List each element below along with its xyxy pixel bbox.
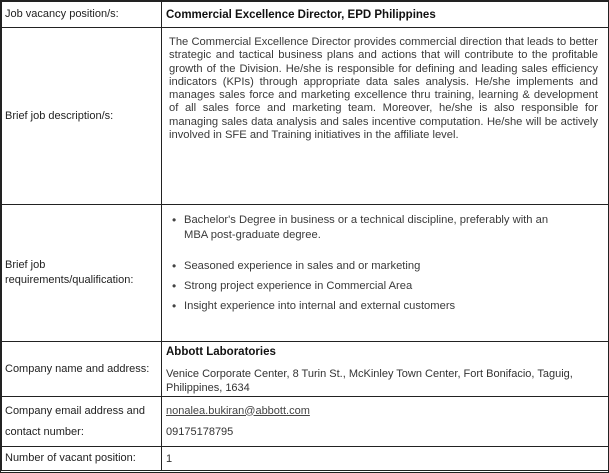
row-company xyxy=(2,342,609,397)
contact-label-line1: Company email address and xyxy=(5,404,146,417)
contact-phone: 09175178795 xyxy=(166,425,234,438)
requirement-item: • Bachelor's Degree in business or a technical discipline, preferably with an MBA post-graduate degree. xyxy=(168,213,598,243)
row-vacancy xyxy=(2,2,609,28)
requirements-list xyxy=(162,213,608,314)
company-name: Abbott Laboratories xyxy=(166,346,276,358)
vacancy-value: Commercial Excellence Director, EPD Philippines xyxy=(166,8,436,21)
row-requirements xyxy=(2,205,609,342)
row-contact xyxy=(2,397,609,447)
vacancy-label: Job vacancy position/s: xyxy=(2,2,162,28)
row-description xyxy=(2,28,609,205)
vacant-label: Number of vacant position: xyxy=(2,447,162,471)
contact-label-line2: contact number: xyxy=(5,425,84,438)
requirement-item: • Insight experience into internal and external customers xyxy=(168,299,598,314)
requirement-item: • Strong project experience in Commercial Area xyxy=(168,279,598,294)
description-label: Brief job description/s: xyxy=(2,28,162,205)
email-link[interactable]: nonalea.bukiran@abbott.com xyxy=(166,404,310,417)
vacant-value: 1 xyxy=(162,447,609,471)
company-address: Venice Corporate Center, 8 Turin St., McKinley Town Center, Fort Bonifacio, Taguig, Philippines, 1634 xyxy=(166,368,573,394)
company-label: Company name and address: xyxy=(2,342,162,397)
row-vacant xyxy=(2,447,609,471)
job-posting-table xyxy=(1,1,609,471)
description-text: The Commercial Excellence Director provides commercial direction that leads to better strategic and tactical business plans and actions that will contribute to the profitable growth of the Division. He/she is responsible for defining and leading sales efficiency indicators (KPIs) through appropriate data sales analysis. He/she implements and manages sales force and marketing excellence thru training, learning & development of all sales force and marketing team. Moreover, he/she is also responsible for managing sales data analysis and sales incentive computation. He/she will be actively involved in SFE and Training initiatives in the affiliate level. xyxy=(169,36,598,142)
requirement-item: • Seasoned experience in sales and or marketing xyxy=(168,259,598,274)
requirements-label: Brief job requirements/qualification: xyxy=(2,205,162,342)
